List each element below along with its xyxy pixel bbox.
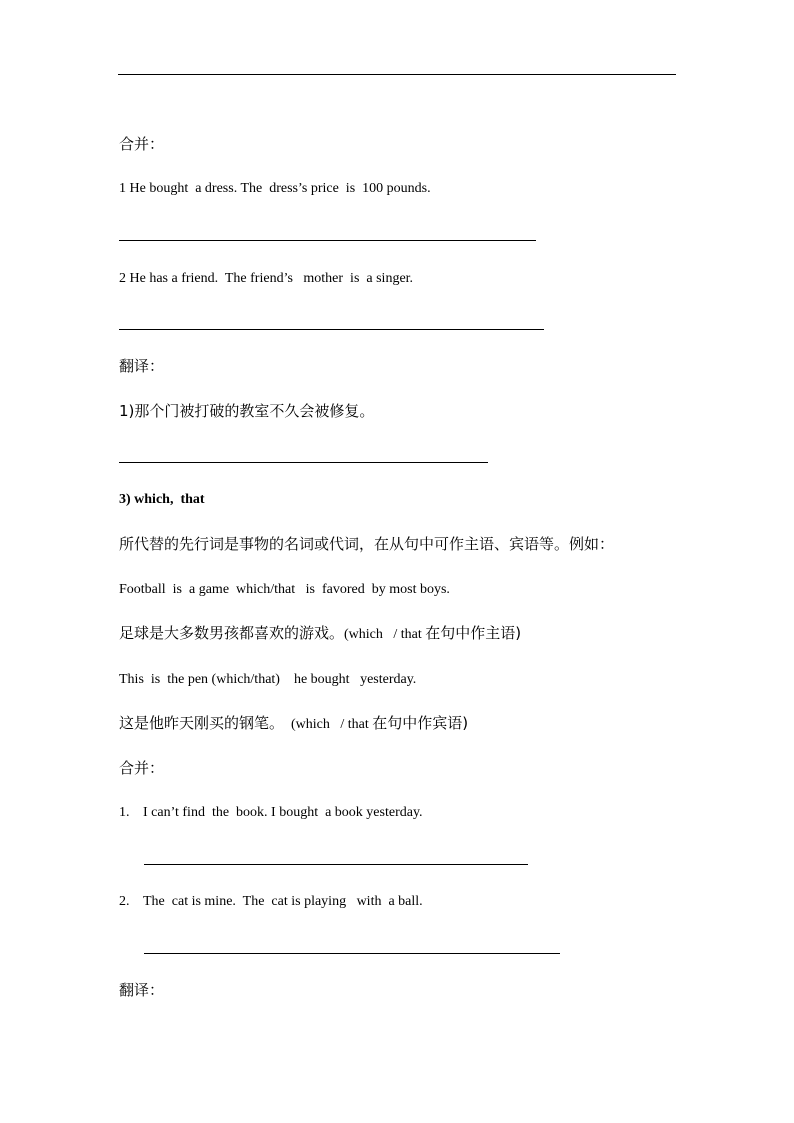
translate-question-1: 1)那个门被打破的教室不久会被修复。 bbox=[119, 402, 375, 420]
merge-2-question-1: I can’t find the book. I bought a book yesterday. bbox=[143, 805, 423, 820]
example-2-note-english: (which / that bbox=[284, 717, 373, 732]
example-1-chinese: 足球是大多数男孩都喜欢的游戏。 bbox=[119, 624, 345, 642]
example-1-note-english: (which / that bbox=[344, 627, 426, 642]
example-2-english: This is the pen (which/that) he bought yesterday. bbox=[119, 672, 417, 687]
example-1-note-chinese: 在句中作主语) bbox=[425, 624, 522, 642]
answer-line bbox=[119, 329, 544, 330]
translate-heading-1: 翻译： bbox=[119, 357, 165, 375]
section-title-which-that: 3) which, that bbox=[119, 492, 205, 507]
answer-line bbox=[119, 240, 536, 241]
merge-heading-1: 合并： bbox=[119, 135, 165, 153]
merge-2-question-2-row bbox=[119, 895, 423, 909]
answer-line bbox=[144, 953, 560, 954]
example-1-chinese-row bbox=[119, 626, 521, 642]
example-1-english: Football is a game which/that is favored by most boys. bbox=[119, 582, 450, 597]
section-description: 所代替的先行词是事物的名词或代词，在从句中可作主语、宾语等。例如： bbox=[119, 535, 615, 553]
merge-heading-2: 合并： bbox=[119, 759, 165, 777]
header-rule bbox=[118, 74, 676, 75]
answer-line bbox=[119, 462, 488, 463]
list-number: 1. bbox=[119, 805, 130, 820]
merge-question-1: 1 He bought a dress. The dress’s price is 100 pounds. bbox=[119, 181, 431, 196]
list-number: 2. bbox=[119, 894, 130, 909]
example-2-chinese: 这是他昨天刚买的钢笔。 bbox=[119, 714, 285, 732]
merge-question-2: 2 He has a friend. The friend’s mother is a singer. bbox=[119, 271, 414, 286]
example-2-note-chinese: 在句中作宾语) bbox=[372, 714, 469, 732]
merge-2-question-1-row bbox=[119, 806, 423, 820]
merge-2-question-2: The cat is mine. The cat is playing with a ball. bbox=[143, 894, 423, 909]
example-2-chinese-row bbox=[119, 716, 468, 732]
answer-line bbox=[144, 864, 528, 865]
translate-heading-2: 翻译： bbox=[119, 981, 165, 999]
